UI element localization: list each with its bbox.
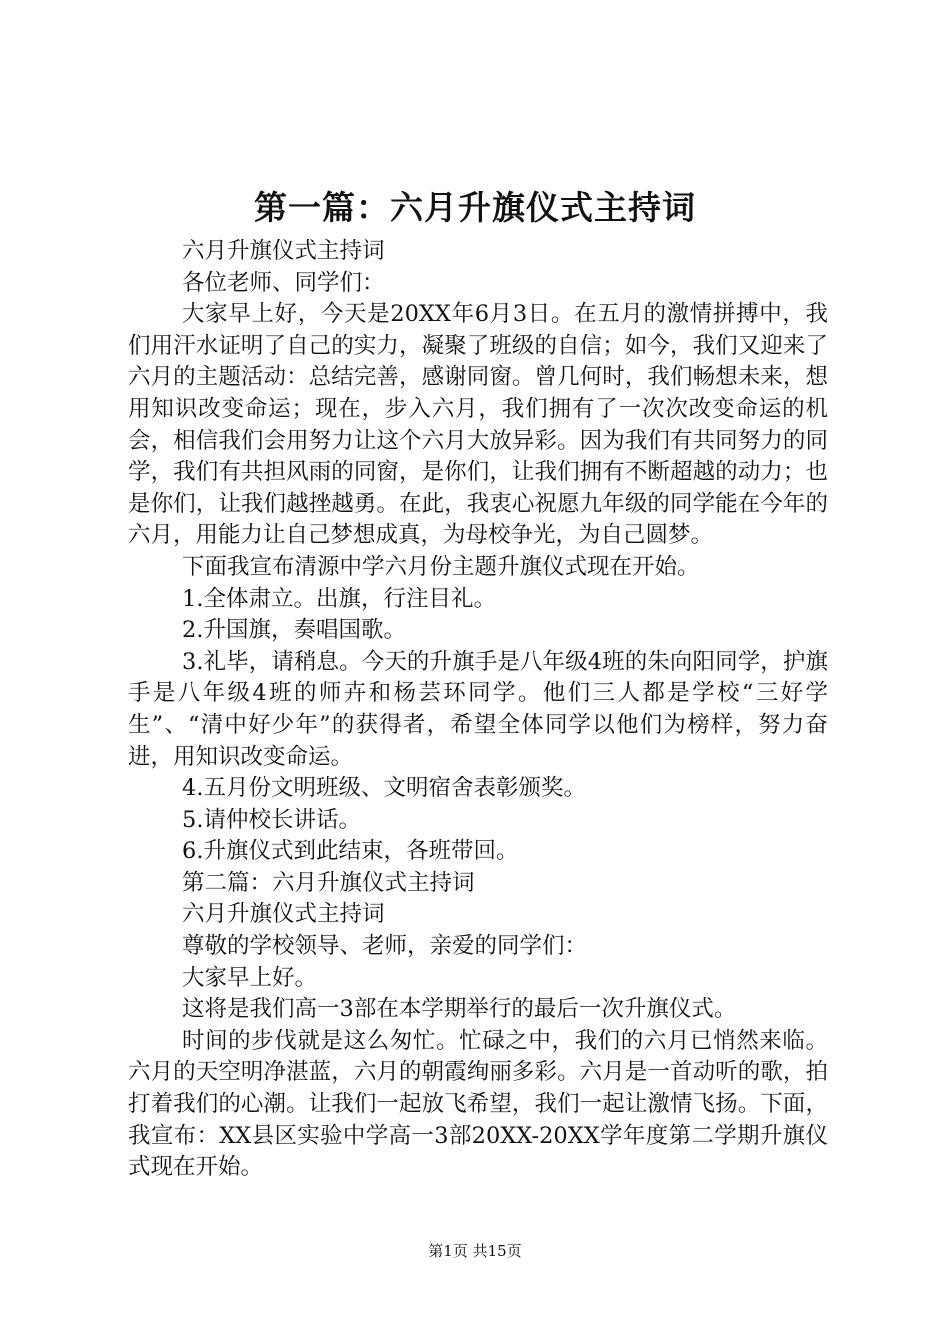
paragraph: 大家早上好。 xyxy=(182,964,318,991)
document-title: 第一篇：六月升旗仪式主持词 xyxy=(254,188,696,227)
paragraph: 六月升旗仪式主持词 xyxy=(182,901,385,928)
paragraph: 尊敬的学校领导、老师，亲爱的同学们： xyxy=(182,933,588,960)
paragraph: 六月升旗仪式主持词 xyxy=(182,238,385,264)
paragraph: 大家早上好，今天是20XX年6月3日。在五月的激情拼搏中，我们用汗水证明了自己的实力，凝聚了班级的自信；如今，我们又迎来了六月的主题活动：总结完善，感谢同窗。曾几何时，我们畅想未来，想用知识改变命运；现在，步入六月，我们拥有了一次次改变命运的机会，相信我们会用努力让这个六月大放异彩。因为我们有共同努力的同学，我们有共担风雨的同窗，是你们，让我们拥有不断超越的动力；也是你们，让我们越挫越勇。在此，我衷心祝愿九年级的同学能在今年的六月，用能力让自己梦想成真，为母校争光，为自己圆梦。 xyxy=(128,301,828,549)
list-item: 5.请仲校长讲话。 xyxy=(182,806,361,833)
paragraph: 各位老师、同学们： xyxy=(182,269,385,296)
list-item: 1.全体肃立。出旗，行注目礼。 xyxy=(182,585,496,612)
paragraph: 这将是我们高一3部在本学期举行的最后一次升旗仪式。 xyxy=(182,996,737,1023)
paragraph: 下面我宣布清源中学六月份主题升旗仪式现在开始。 xyxy=(182,553,700,580)
page-number-footer: 第1页 共15页 xyxy=(428,1242,522,1260)
list-item: 6.升旗仪式到此结束，各班带回。 xyxy=(182,838,519,865)
section-heading: 第二篇：六月升旗仪式主持词 xyxy=(182,869,475,896)
list-item: 2.升国旗，奏唱国歌。 xyxy=(182,617,406,644)
list-item: 4.五月份文明班级、文明宿舍表彰颁奖。 xyxy=(182,775,586,802)
paragraph: 时间的步伐就是这么匆忙。忙碌之中，我们的六月已悄然来临。六月的天空明净湛蓝，六月的朝霞绚丽多彩。六月是一首动听的歌，拍打着我们的心潮。让我们一起放飞希望，我们一起让激情飞扬。下面，我宣布：XX县区实验中学高一3部20XX-20XX学年度第二学期升旗仪式现在开始。 xyxy=(128,1027,828,1181)
document-body xyxy=(128,236,828,1184)
list-item: 3.礼毕，请稍息。今天的升旗手是八年级4班的朱向阳同学，护旗手是八年级4班的师卉和杨芸环同学。他们三人都是学校“三好学生”、“清中好少年”的获得者，希望全体同学以他们为榜样，努力奋进，用知识改变命运。 xyxy=(128,648,828,770)
